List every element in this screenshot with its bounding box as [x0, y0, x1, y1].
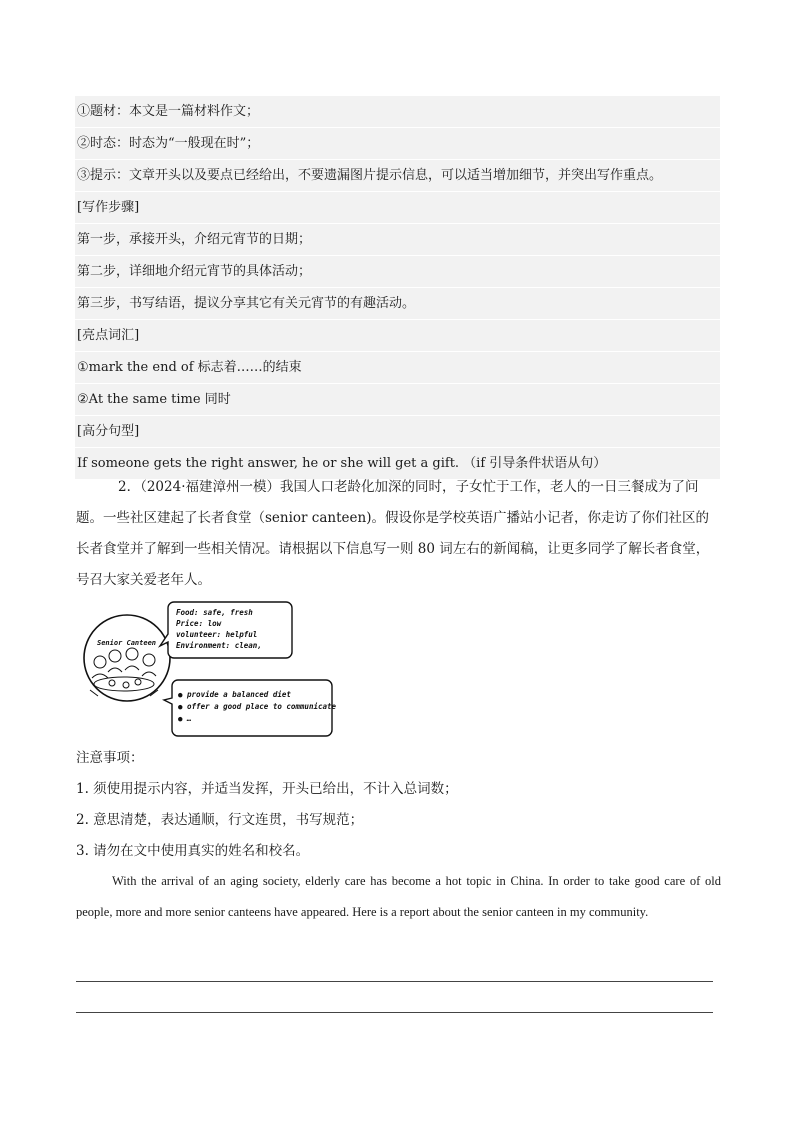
bubble1-line: Food: safe, fresh: [176, 608, 253, 617]
requirement-line: ③提示：文章开头以及要点已经给出，不要遗漏图片提示信息，可以适当增加细节，并突出写作重点。: [75, 159, 720, 191]
requirement-line: ②时态：时态为“一般现在时”；: [75, 127, 720, 159]
canteen-illustration: [82, 598, 338, 738]
circle-label: Senior Canteen: [97, 639, 157, 647]
bubble2-line: ● …: [178, 714, 192, 723]
requirement-line: ①题材：本文是一篇材料作文；: [77, 104, 260, 119]
requirement-line: ②At the same time 同时: [75, 383, 720, 415]
section-heading-vocab: [亮点词汇]: [75, 319, 720, 351]
bubble1-line: volunteer: helpful: [176, 630, 258, 639]
note-item: 1. 须使用提示内容，并适当发挥，开头已给出，不计入总词数；: [76, 781, 458, 797]
notes-title: 注意事项：: [76, 750, 144, 766]
bubble2-line: ● provide a balanced diet: [178, 690, 291, 699]
bubble1-line: Price: low: [176, 619, 222, 628]
note-item: 3. 请勿在文中使用真实的姓名和校名。: [76, 843, 310, 859]
requirement-line: If someone gets the right answer, he or she will get a gift. （if 引导条件状语从句）: [75, 447, 720, 479]
requirement-line: 第一步，承接开头，介绍元宵节的日期；: [75, 223, 720, 255]
writing-line: [76, 981, 713, 982]
question-2-prompt: 2．（2024·福建漳州一模）我国人口老龄化加深的同时，子女忙于工作，老人的一日三餐成为了问题。一些社区建起了长者食堂（senior canteen)。假设你是学校英语广播站小记者，你走访了你们社区的长者食堂并了解到一些相关情况。请根据以下信息写一则 80 词左右的新闻稿，让更多同学了解长者食堂，号召大家关爱老年人。: [76, 479, 710, 588]
requirement-line: 第三步，书写结语，提议分享其它有关元宵节的有趣活动。: [75, 287, 720, 319]
writing-line: [76, 1012, 713, 1013]
bubble1-line: Environment: clean,: [176, 641, 262, 650]
note-item: 2. 意思清楚，表达通顺，行文连贯，书写规范；: [76, 812, 364, 828]
essay-opening: With the arrival of an aging society, elderly care has become a hot topic in China. In order to take good care of old people, more and more senior canteens have appeared. Here is a report about the senior canteen in my community.: [76, 874, 721, 919]
requirement-line: 第二步，详细地介绍元宵节的具体活动；: [75, 255, 720, 287]
senior-canteen-figure: [82, 598, 338, 738]
requirement-line: ①mark the end of 标志着……的结束: [75, 351, 720, 383]
requirements-box: [75, 96, 720, 479]
section-heading-sentence: [高分句型]: [75, 415, 720, 447]
section-heading-steps: [写作步骤]: [75, 191, 720, 223]
bubble2-line: ● offer a good place to communicate: [178, 702, 337, 711]
notes-section: [76, 743, 721, 867]
